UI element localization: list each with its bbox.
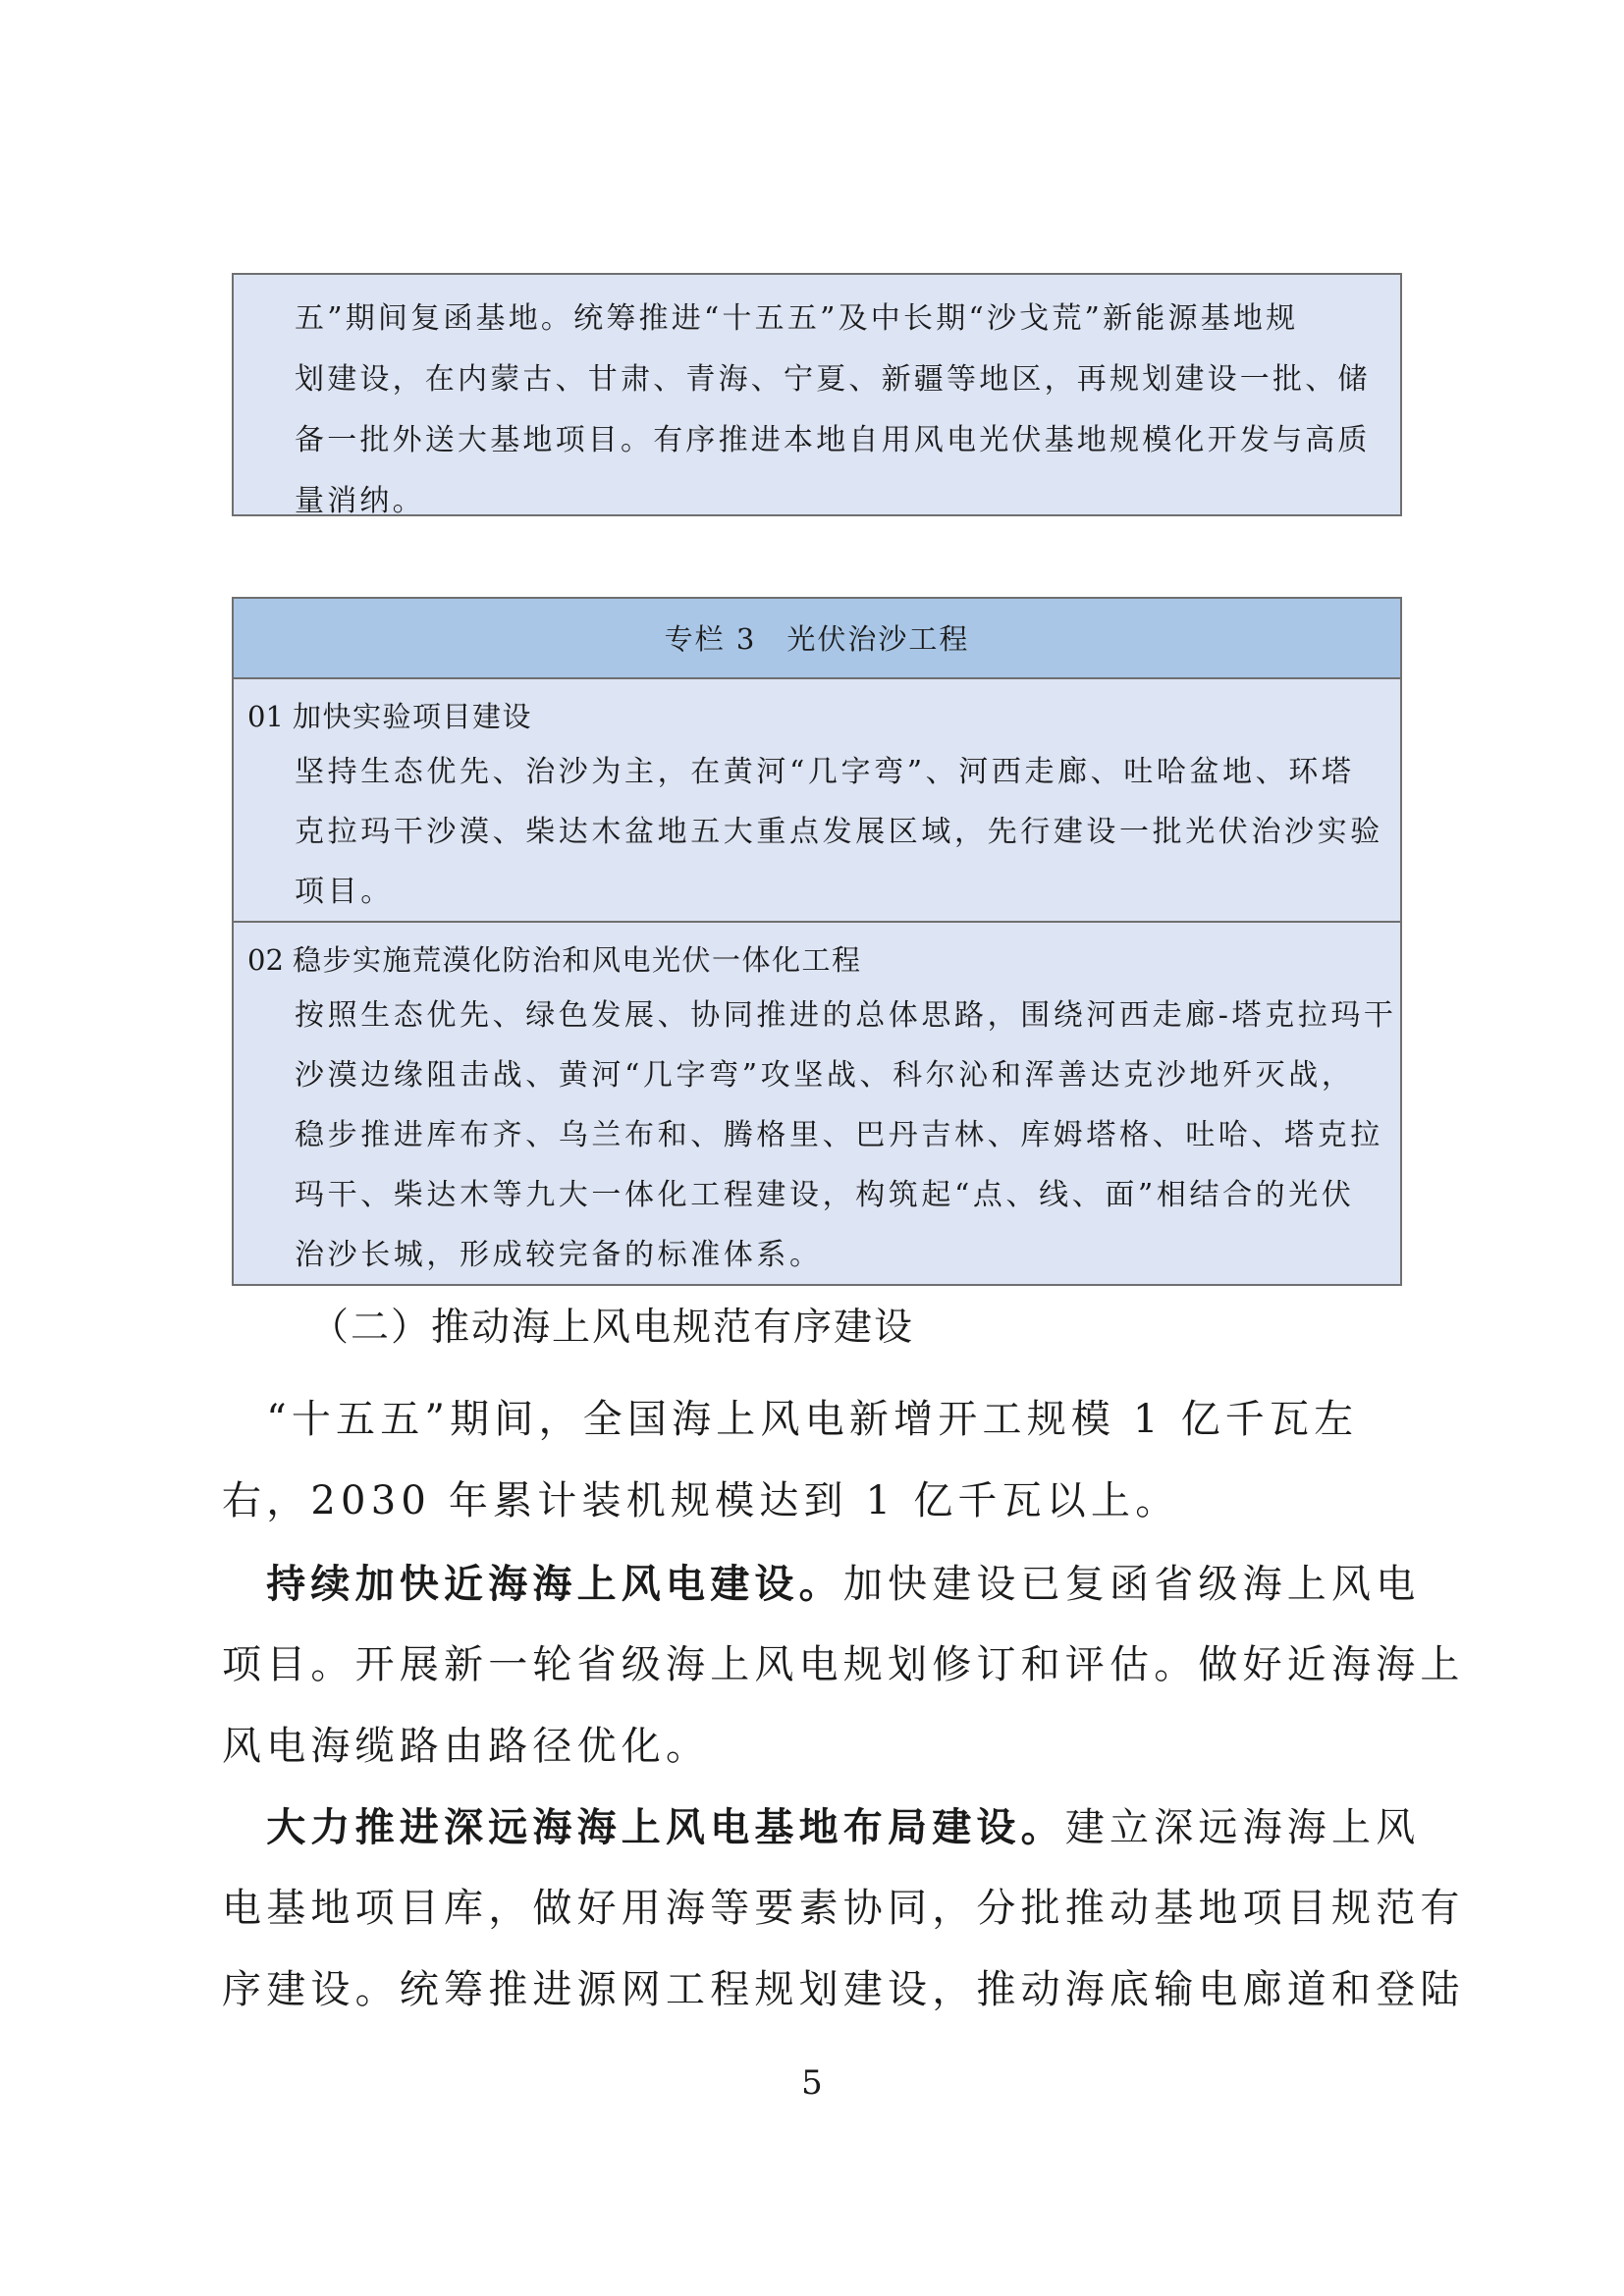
item-number: 02 xyxy=(247,943,284,977)
continuation-box xyxy=(232,273,1402,516)
item-line: 克拉玛干沙漠、柴达木盆地五大重点发展区域，先行建设一批光伏治沙实验 xyxy=(295,815,1383,849)
paragraph-line: 电基地项目库，做好用海等要素协同，分批推动基地项目规范有 xyxy=(222,1886,1465,1931)
item-line: 玛干、柴达木等九大一体化工程建设，构筑起“点、线、面”相结合的光伏 xyxy=(295,1178,1355,1212)
paragraph-line: 序建设。统筹推进源网工程规划建设，推动海底输电廊道和登陆 xyxy=(222,1967,1465,2012)
page-number: 5 xyxy=(801,2063,823,2103)
paragraph-text: 建立深远海海上风 xyxy=(1064,1805,1421,1850)
item-body xyxy=(234,742,1400,922)
paragraph-line xyxy=(222,1787,1420,1868)
paragraph-line: 项目。开展新一轮省级海上风电规划修订和评估。做好近海海上 xyxy=(222,1642,1465,1687)
item-body xyxy=(234,986,1400,1285)
box-line: 量消纳。 xyxy=(295,484,425,518)
column-item xyxy=(234,679,1400,923)
body-paragraph xyxy=(222,1787,1465,2031)
item-line: 项目。 xyxy=(295,875,394,909)
paragraph-lead: 持续加快近海海上风电建设。 xyxy=(266,1561,843,1607)
item-number: 01 xyxy=(247,700,284,733)
item-line: 按照生态优先、绿色发展、协同推进的总体思路，围绕河西走廊-塔克拉玛干 xyxy=(295,998,1397,1033)
item-line: 稳步推进库布齐、乌兰布和、腾格里、巴丹吉林、库姆塔格、吐哈、塔克拉 xyxy=(295,1118,1383,1152)
paragraph-line: “十五五”期间，全国海上风电新增开工规模 1 亿千瓦左 xyxy=(222,1397,1359,1442)
body-paragraph xyxy=(222,1543,1465,1788)
column-title: 专栏 3 光伏治沙工程 xyxy=(234,599,1400,679)
box-line: 划建设，在内蒙古、甘肃、青海、宁夏、新疆等地区，再规划建设一批、储 xyxy=(295,362,1371,397)
paragraph-line: 风电海缆路由路径优化。 xyxy=(222,1724,711,1769)
section-heading: （二）推动海上风电规范有序建设 xyxy=(310,1306,915,1350)
item-heading xyxy=(234,934,1400,986)
box-line: 备一批外送大基地项目。有序推进本地自用风电光伏基地规模化开发与高质 xyxy=(295,423,1371,457)
paragraph-text: 加快建设已复函省级海上风电 xyxy=(842,1562,1421,1607)
item-line: 治沙长城，形成较完备的标准体系。 xyxy=(295,1238,823,1272)
item-heading-text: 加快实验项目建设 xyxy=(293,700,533,733)
item-heading xyxy=(234,691,1400,742)
item-line: 沙漠边缘阻击战、黄河“几字弯”攻坚战、科尔沁和浑善达克沙地歼灭战， xyxy=(295,1058,1355,1093)
item-heading-text: 稳步实施荒漠化防治和风电光伏一体化工程 xyxy=(293,943,862,977)
box-line: 五”期间复函基地。统筹推进“十五五”及中长期“沙戈荒”新能源基地规 xyxy=(295,301,1299,336)
column-item xyxy=(234,923,1400,1284)
column-box xyxy=(232,597,1402,1286)
paragraph-line xyxy=(222,1543,1420,1625)
item-line: 坚持生态优先、治沙为主，在黄河“几字弯”、河西走廊、吐哈盆地、环塔 xyxy=(295,755,1355,789)
paragraph-lead: 大力推进深远海海上风电基地布局建设。 xyxy=(266,1804,1065,1850)
body-paragraph xyxy=(222,1379,1420,1542)
paragraph-line: 右，2030 年累计装机规模达到 1 亿千瓦以上。 xyxy=(222,1478,1180,1523)
